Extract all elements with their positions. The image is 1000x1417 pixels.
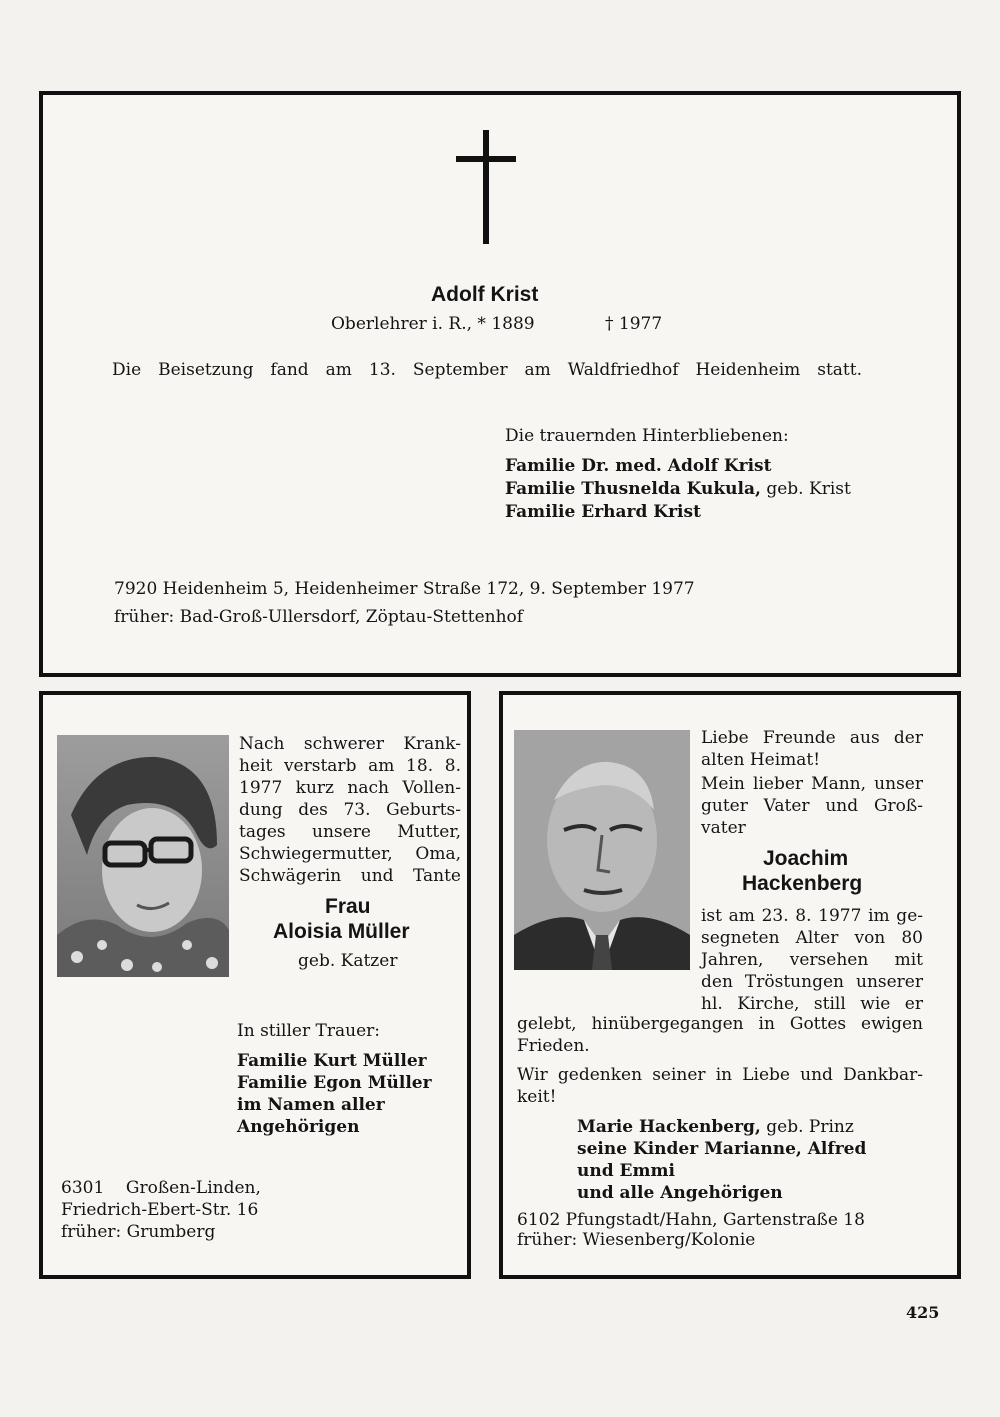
deceased-title: Frau — [325, 895, 371, 918]
memory-line: keit! — [517, 1087, 557, 1107]
text-line: Frieden. — [517, 1036, 590, 1056]
text-line: tages unsere Mutter, — [239, 822, 461, 842]
family-line: Familie Erhard Krist — [505, 502, 701, 522]
address-line: Friedrich-Ebert-Str. 16 — [61, 1200, 259, 1220]
portrait-photo — [514, 730, 690, 970]
text-line: Schwiegermutter, Oma, — [239, 844, 461, 864]
mourning-intro: In stiller Trauer: — [237, 1021, 380, 1041]
mourners-intro: Die trauernden Hinterbliebenen: — [505, 426, 789, 446]
family-line — [505, 478, 851, 500]
family-born: geb. Krist — [760, 479, 851, 499]
intro-line: Mein lieber Mann, unser — [701, 774, 923, 794]
text-line: Jahren, versehen mit — [701, 950, 923, 970]
signer-line — [577, 1116, 854, 1138]
signer-born: geb. Prinz — [760, 1117, 854, 1137]
former-address-line: früher: Bad-Groß-Ullersdorf, Zöptau-Stettenhof — [114, 607, 524, 627]
text-line: dung des 73. Geburts- — [239, 800, 461, 820]
deceased-name: Adolf Krist — [431, 283, 539, 306]
deceased-death-year: † 1977 — [605, 314, 663, 334]
deceased-last-name: Hackenberg — [742, 872, 863, 895]
intro-line: vater — [701, 818, 746, 838]
family-line: und Emmi — [577, 1161, 675, 1181]
family-line: Angehörigen — [237, 1117, 360, 1137]
memory-line: Wir gedenken seiner in Liebe und Dankbar- — [517, 1065, 923, 1085]
text-line: ist am 23. 8. 1977 im ge- — [701, 906, 923, 926]
signer-name: Marie Hackenberg, — [577, 1117, 761, 1137]
burial-note: Die Beisetzung fand am 13. September am Waldfriedhof Heidenheim statt. — [112, 360, 862, 380]
cross-icon-bar — [456, 156, 516, 162]
deceased-name: Aloisia Müller — [273, 920, 410, 943]
text-line: Schwägerin und Tante — [239, 866, 461, 886]
text-line: segneten Alter von 80 — [701, 928, 923, 948]
deceased-title: Oberlehrer i. R., * 1889 — [331, 314, 535, 334]
deceased-first-name: Joachim — [763, 847, 849, 870]
page-number: 425 — [906, 1303, 940, 1322]
family-line: Familie Dr. med. Adolf Krist — [505, 456, 772, 476]
address-line: 6102 Pfungstadt/Hahn, Gartenstraße 18 — [517, 1210, 865, 1230]
family-line: Familie Egon Müller — [237, 1073, 432, 1093]
intro-line: alten Heimat! — [701, 750, 821, 770]
text-line: den Tröstungen unserer — [701, 972, 923, 992]
text-line: heit verstarb am 18. 8. — [239, 756, 461, 776]
family-line: im Namen aller — [237, 1095, 385, 1115]
intro-line: Liebe Freunde aus der — [701, 728, 923, 748]
cross-icon — [483, 130, 489, 244]
address-line: 6301 Großen-Linden, — [61, 1178, 261, 1198]
text-line: hl. Kirche, still wie er — [701, 994, 923, 1014]
maiden-name: geb. Katzer — [298, 951, 398, 971]
portrait-photo — [57, 735, 229, 977]
intro-line: guter Vater und Groß- — [701, 796, 923, 816]
text-line: Nach schwerer Krank- — [239, 734, 461, 754]
text-line: gelebt, hinübergegangen in Gottes ewigen — [517, 1014, 923, 1034]
text-line: 1977 kurz nach Vollen- — [239, 778, 461, 798]
family-line: seine Kinder Marianne, Alfred — [577, 1139, 867, 1159]
former-address-line: früher: Grumberg — [61, 1222, 216, 1242]
family-line: Familie Kurt Müller — [237, 1051, 427, 1071]
family-name: Familie Thusnelda Kukula, — [505, 479, 761, 499]
former-address-line: früher: Wiesenberg/Kolonie — [517, 1230, 756, 1250]
family-line: und alle Angehörigen — [577, 1183, 783, 1203]
address-line: 7920 Heidenheim 5, Heidenheimer Straße 172, 9. September 1977 — [114, 579, 695, 599]
